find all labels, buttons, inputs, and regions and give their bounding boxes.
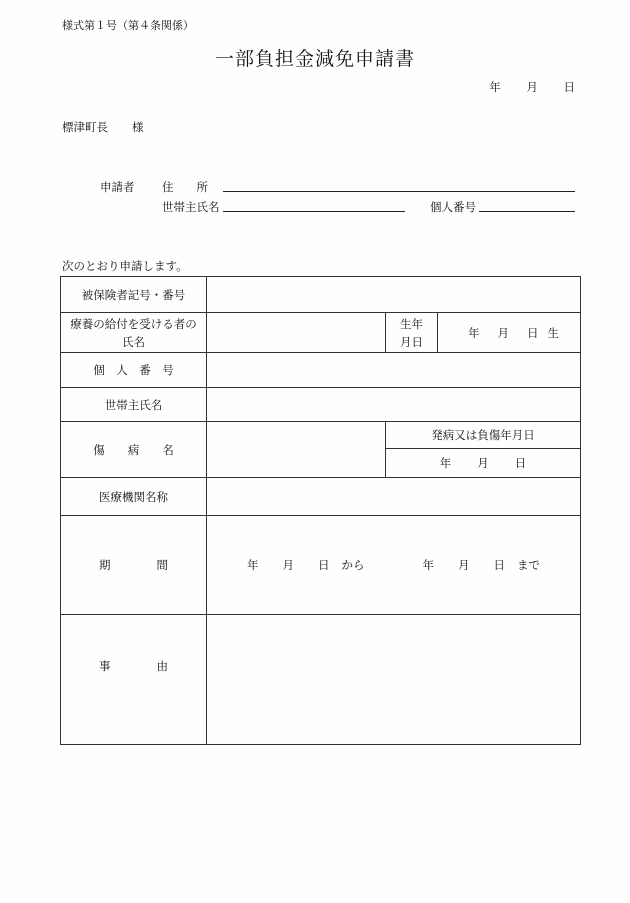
illness-field[interactable] <box>207 422 386 478</box>
addressee <box>62 119 144 135</box>
applicant-label: 申請者 <box>100 180 135 194</box>
intro-text: 次のとおり申請します。 <box>62 259 188 273</box>
document-title: 一部負担金減免申請書 <box>214 48 415 70</box>
personal-number-field[interactable] <box>479 211 575 212</box>
table-row <box>61 353 581 388</box>
period-label: 期 間 <box>61 516 207 615</box>
table-row <box>61 388 581 422</box>
address-label: 住 所 <box>162 180 208 194</box>
institution-field[interactable] <box>207 478 581 516</box>
personal-number-row-field[interactable] <box>207 353 581 388</box>
table-row <box>61 478 581 516</box>
personal-number-label: 個人番号 <box>430 200 476 214</box>
recipient-name-field[interactable] <box>207 313 386 353</box>
personal-number-row-label: 個 人 番 号 <box>61 353 207 388</box>
period-field[interactable]: 年 月 日 から 年 月 日 まで <box>207 516 581 615</box>
birth-date-label: 生年 月日 <box>386 313 438 353</box>
birth-date-field[interactable]: 年 月 日 生 <box>438 313 581 353</box>
addressee-honorific: 様 <box>132 120 144 134</box>
recipient-name-label: 療養の給付を受ける者の 氏名 <box>61 313 207 353</box>
household-head-field[interactable] <box>223 211 405 212</box>
addressee-name: 標津町長 <box>62 120 108 134</box>
reason-field[interactable] <box>207 615 581 745</box>
illness-label: 傷 病 名 <box>61 422 207 478</box>
household-head-label: 世帯主氏名 <box>162 200 220 214</box>
insured-number-label: 被保険者記号・番号 <box>61 277 207 313</box>
table-row <box>61 615 581 745</box>
household-head-row-label: 世帯主氏名 <box>61 388 207 422</box>
application-date <box>489 79 575 95</box>
reason-label: 事 由 <box>61 615 207 745</box>
date-month-label: 月 <box>526 80 538 94</box>
address-field[interactable] <box>223 191 575 192</box>
table-row <box>61 313 581 353</box>
table-row <box>61 277 581 313</box>
onset-date-field[interactable]: 年 月 日 <box>386 449 581 478</box>
household-head-row-field[interactable] <box>207 388 581 422</box>
form-number: 様式第１号（第４条関係） <box>62 19 194 32</box>
table-row <box>61 516 581 615</box>
table-row <box>61 422 581 449</box>
onset-date-label: 発病又は負傷年月日 <box>386 422 581 449</box>
insured-number-field[interactable] <box>207 277 581 313</box>
date-day-label: 日 <box>563 80 575 94</box>
date-year-label: 年 <box>489 80 501 94</box>
institution-label: 医療機関名称 <box>61 478 207 516</box>
application-table <box>60 276 581 745</box>
